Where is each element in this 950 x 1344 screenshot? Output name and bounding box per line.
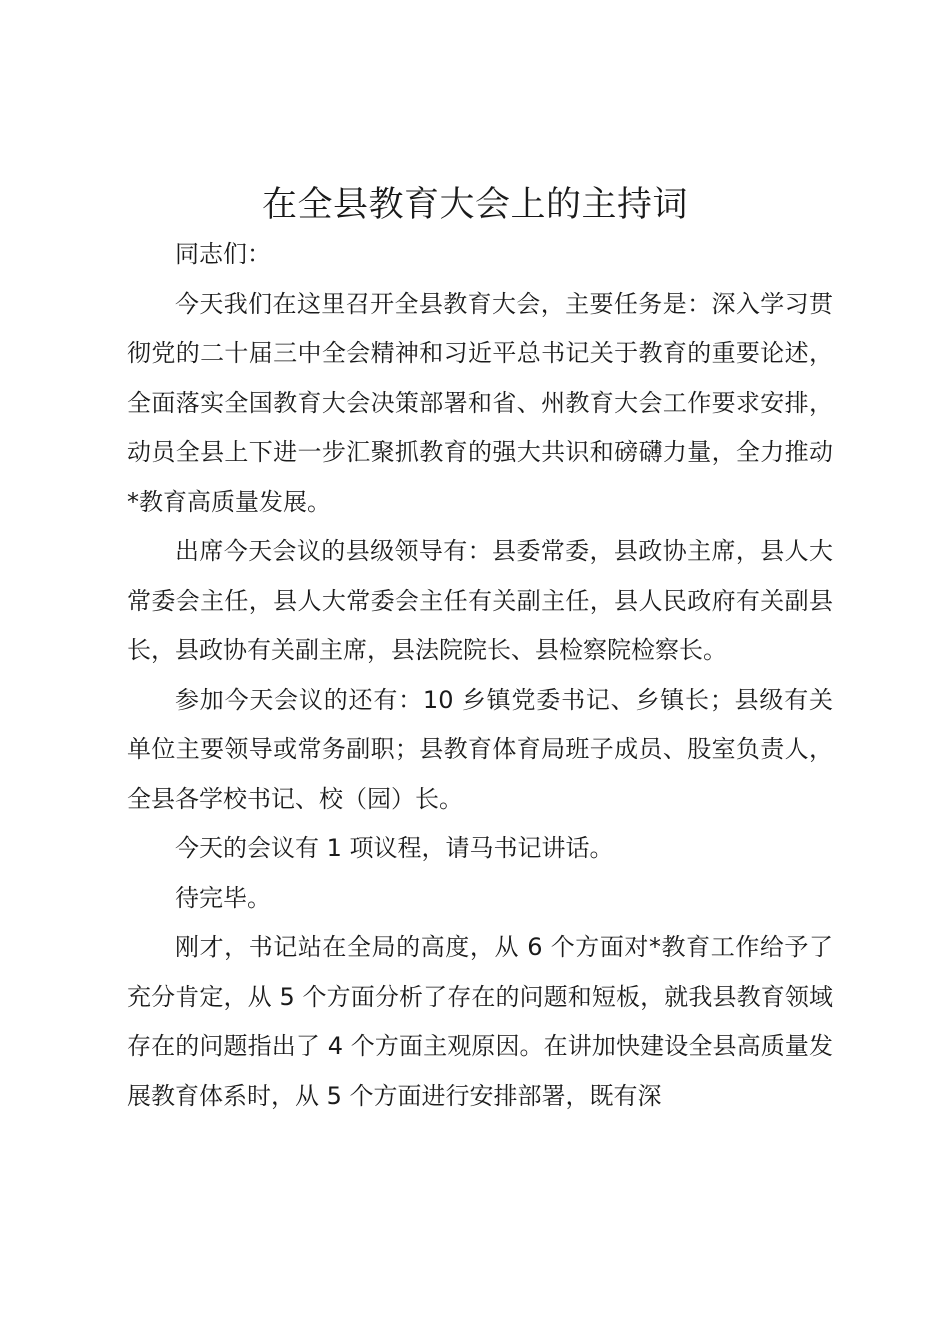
other-attendees-paragraph: 参加今天会议的还有：10 乡镇党委书记、乡镇长；县级有关单位主要领导或常务副职；县教育体育局班子成员、股室负责人，全县各学校书记、校（园）长。 [127,685,833,813]
pending-paragraph: 待完毕。 [175,883,271,912]
document-body [127,230,833,1121]
summary-paragraph: 刚才，书记站在全局的高度，从 6 个方面对*教育工作给予了充分肯定，从 5 个方面分析了存在的问题和短板，就我县教育领域存在的问题指出了 4 个方面主观原因。在讲加快建设全县高质量发展教育体系时，从 5 个方面进行安排部署，既有深 [127,933,833,1110]
document-title: 在全县教育大会上的主持词 [261,185,688,225]
attending-leaders-paragraph: 出席今天会议的县级领导有：县委常委，县政协主席，县人大常委会主任，县人大常委会主任有关副主任，县人民政府有关副县长，县政协有关副主席，县法院院长、县检察院检察长。 [127,537,833,664]
salutation-paragraph: 同志们： [175,240,271,268]
agenda-paragraph: 今天的会议有 1 项议程，请马书记讲话。 [175,834,614,862]
purpose-paragraph: 今天我们在这里召开全县教育大会，主要任务是：深入学习贯彻党的二十届三中全会精神和习近平总书记关于教育的重要论述，全面落实全国教育大会决策部署和省、州教育大会工作要求安排，动员全县上下进一步汇聚抓教育的强大共识和磅礴力量，全力推动*教育高质量发展。 [127,289,833,516]
